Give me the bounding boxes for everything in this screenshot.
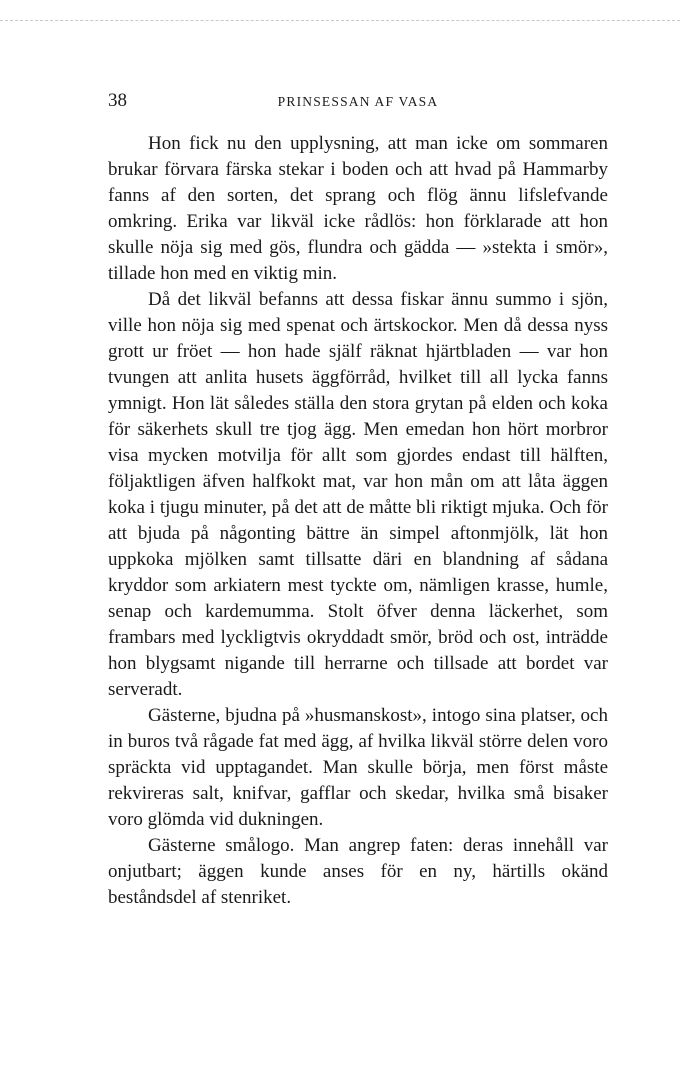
paragraph: Hon fick nu den upplysning, att man icke om sommaren brukar förvara färska stekar i boden och att hvad på Hammarby fanns af den sorten, det sprang och flög ännu lifslefvande omkring. Erika var likväl icke rådlös: hon förklarade att hon skulle nöja sig med gös, flundra och gädda — »stekta i smör», tillade hon med en viktig min. <box>108 133 608 284</box>
paragraph: Gästerne, bjudna på »husmanskost», intogo sina platser, och in buros två rågade fat med ägg, af hvilka likväl större delen voro spräckta vid upptagandet. Man skulle börja, men först måste rekvireras salt, knifvar, gafflar och skedar, hvilka små bisaker voro glömda vid dukningen. <box>108 705 608 830</box>
body-text <box>108 131 608 911</box>
running-title: PRINSESSAN AF VASA <box>277 94 439 109</box>
page-header <box>108 88 608 114</box>
page-number: 38 <box>108 90 127 111</box>
paragraph: Då det likväl befanns att dessa fiskar ännu summo i sjön, ville hon nöja sig med spenat och ärtskockor. Men då dessa nyss grott ur fröet — hon hade själf räknat hjärtbladen — var hon tvungen att anlita husets äggförråd, hvilket till all lycka fanns ymnigt. Hon lät således ställa den stora grytan på elden och koka för säkerhets skull tre tjog ägg. Men emedan hon hört morbror visa mycken motvilja för allt som gjordes endast till hälften, följaktligen äfven halfkokt mat, var hon mån om att låta äggen koka i tjugu minuter, på det att de måtte bli riktigt mjuka. Och för att bjuda på någonting bättre än simpel aftonmjölk, lät hon uppkoka mjölken samt tillsatte däri en blandning af sådana kryddor som arkiatern mest tyckte om, nämligen krasse, humle, senap och kardemumma. Stolt öfver denna läckerhet, som frambars med lyckligtvis okryddadt smör, bröd och ost, inträdde hon blygsamt nigande till herrarne och tillsade att bordet var serveradt. <box>108 289 608 700</box>
scan-edge-rule <box>0 20 680 21</box>
paragraph: Gästerne smålogo. Man angrep faten: deras innehåll var onjutbart; äggen kunde anses för en ny, härtills okänd beståndsdel af stenriket. <box>108 835 608 908</box>
